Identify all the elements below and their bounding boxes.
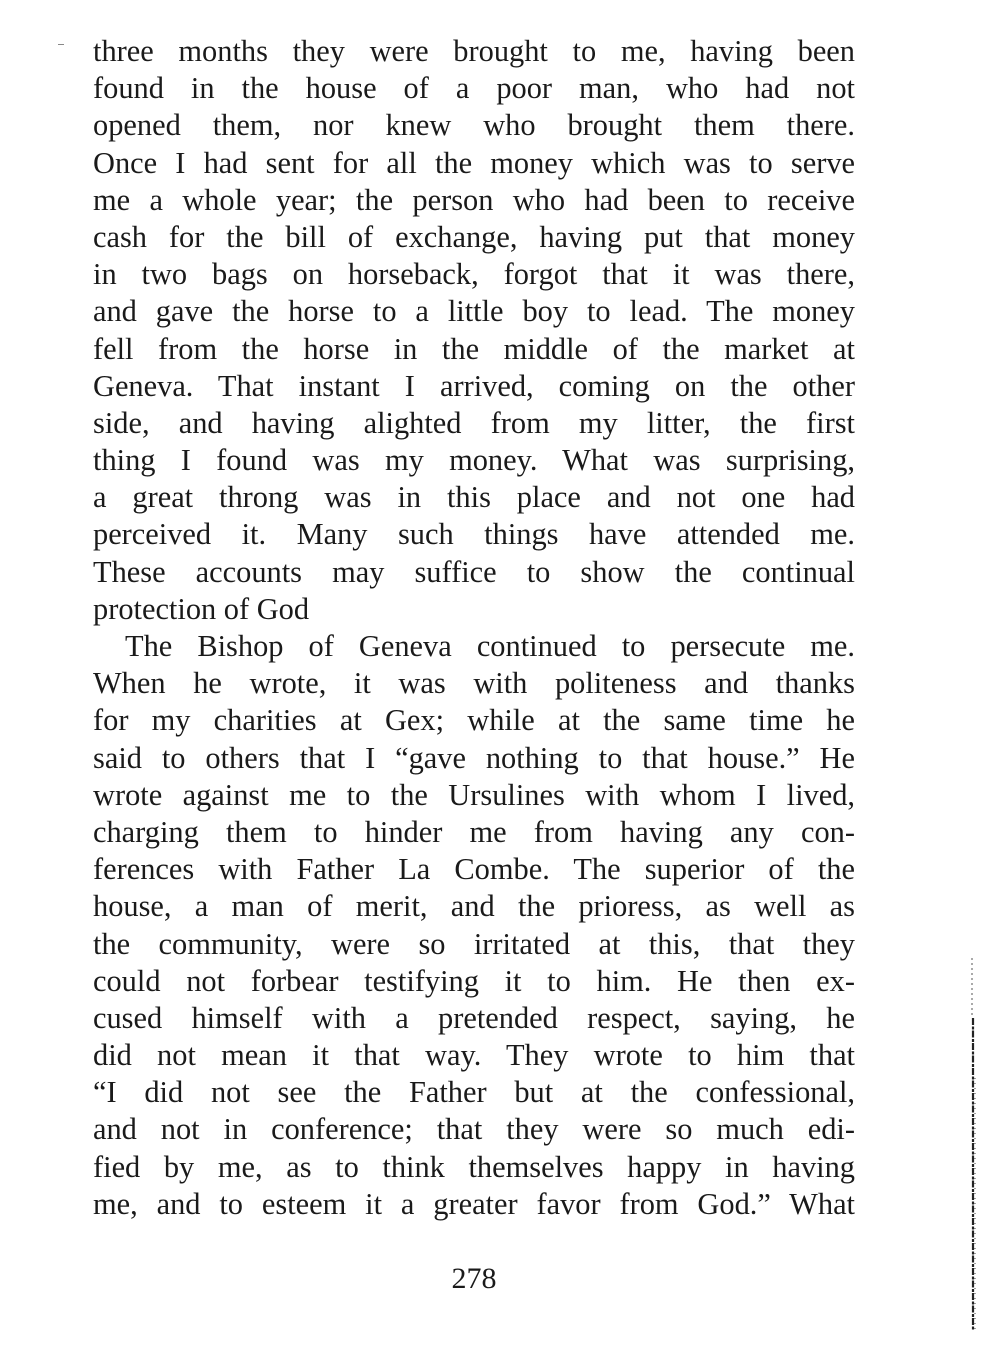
margin-speck	[58, 44, 64, 45]
text-line-21: wrote against me to the Ursulines with whom I lived,	[93, 777, 855, 812]
text-line-29: “I did not see the Father but at the confessional,	[93, 1075, 855, 1110]
text-line-12: thing I found was my money. What was surprising,	[93, 443, 855, 478]
text-line-27: cused himself with a pretended respect, saying, he	[93, 1000, 855, 1035]
text-line-24: house, a man of merit, and the prioress, as well as	[93, 889, 855, 924]
text-line-26: could not forbear testifying it to him. He then ex-	[93, 963, 855, 998]
text-line-6: cash for the bill of exchange, having put that money	[93, 219, 855, 254]
text-line-23: ferences with Father La Combe. The superior of the	[93, 852, 855, 887]
text-line-19: for my charities at Gex; while at the same time he	[93, 703, 855, 738]
text-line-8: and gave the horse to a little boy to lead. The money	[93, 294, 855, 329]
text-line-5: me a whole year; the person who had been to receive	[93, 182, 855, 217]
text-line-7: in two bags on horseback, forgot that it was there,	[93, 257, 855, 292]
text-line-2: found in the house of a poor man, who had not	[93, 71, 855, 106]
text-line-11: side, and having alighted from my litter, the first	[93, 405, 855, 440]
text-line-20: said to others that I “gave nothing to that house.” He	[93, 740, 855, 775]
text-line-3: opened them, nor knew who brought them there.	[93, 108, 855, 143]
text-line-14: perceived it. Many such things have attended me.	[93, 517, 855, 552]
text-line-22: charging them to hinder me from having any con-	[93, 814, 855, 849]
text-line-32: me, and to esteem it a greater favor from God.” What	[93, 1186, 855, 1221]
text-line-4: Once I had sent for all the money which was to serve	[93, 145, 855, 180]
text-line-13: a great throng was in this place and not one had	[93, 480, 855, 515]
page-number: 278	[451, 1262, 497, 1295]
text-line-28: did not mean it that way. They wrote to him that	[93, 1038, 855, 1073]
text-line-16: protection of God	[93, 591, 310, 626]
book-page	[93, 0, 855, 1372]
text-line-17: The Bishop of Geneva continued to persecute me.	[125, 629, 855, 663]
text-line-18: When he wrote, it was with politeness and thanks	[93, 666, 855, 701]
text-line-1: three months they were brought to me, having been	[93, 34, 855, 68]
text-line-15: These accounts may suffice to show the continual	[93, 554, 855, 589]
text-line-30: and not in conference; that they were so much edi-	[93, 1112, 855, 1147]
text-line-9: fell from the horse in the middle of the market at	[93, 331, 855, 366]
text-line-31: fied by me, as to think themselves happy in having	[93, 1149, 855, 1184]
text-line-10: Geneva. That instant I arrived, coming on the other	[93, 368, 855, 403]
body-text	[93, 33, 855, 1223]
text-line-25: the community, were so irritated at this, that they	[93, 926, 855, 961]
scan-edge-mark	[969, 958, 979, 1330]
